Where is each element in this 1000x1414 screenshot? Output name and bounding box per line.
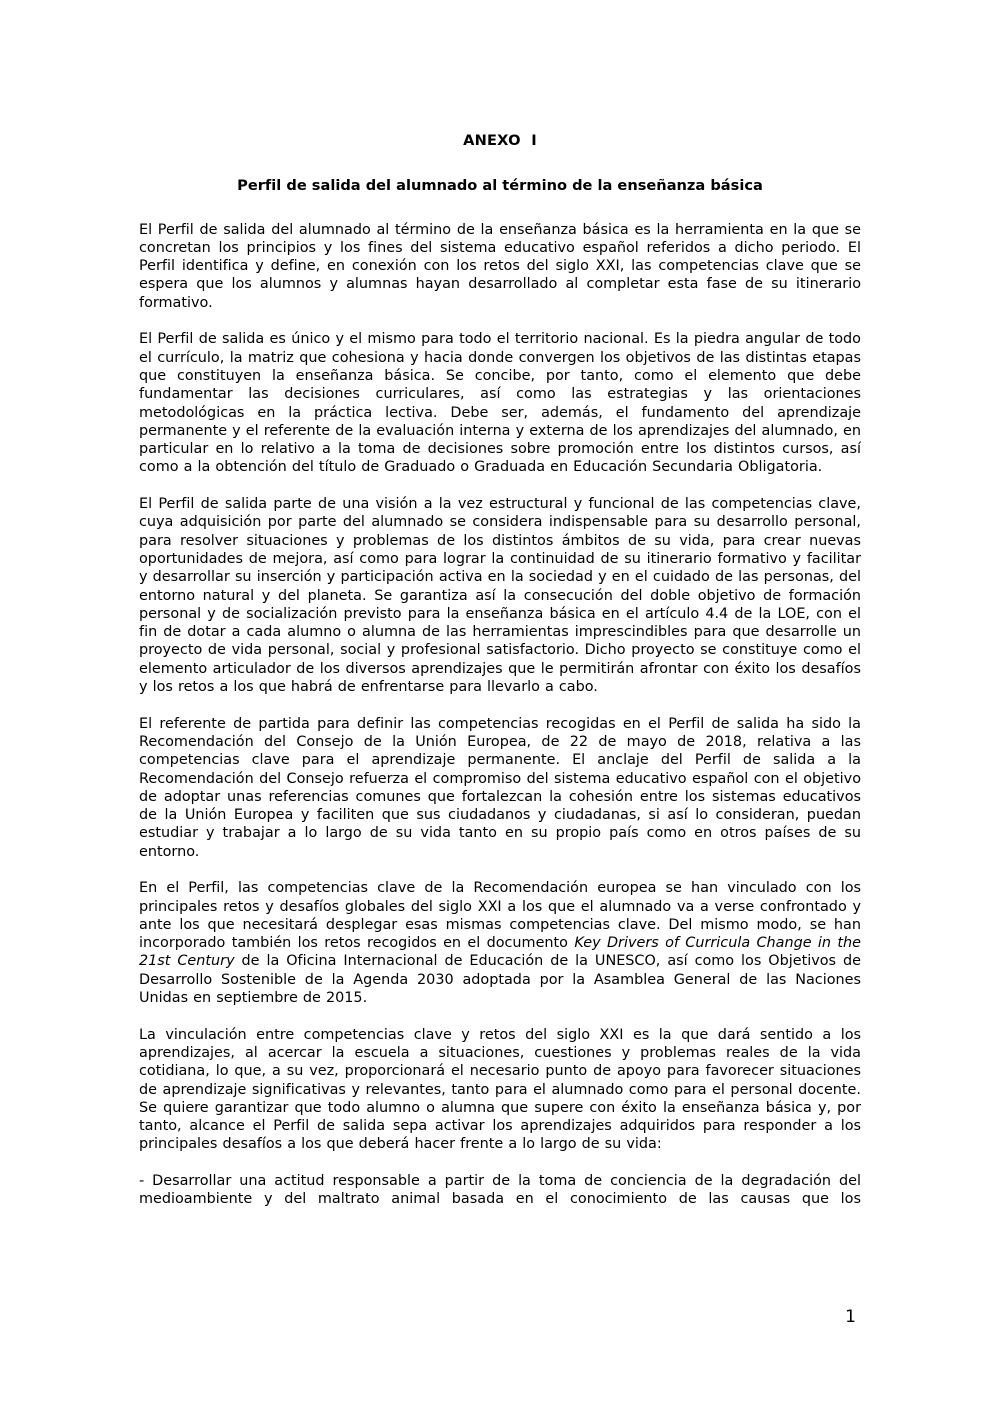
paragraph-vinculacion-competencias: La vinculación entre competencias clave y retos del siglo XXI es la que dará sentido a los aprendizajes, al acercar la escuela a situaciones, cuestiones y problemas reales de la vida cotidiana, lo que, a su vez, proporcionará el necesario punto de apoyo para favorecer situaciones de aprendizaje significativas y relevantes, tanto para el alumnado como para el personal docente. Se quiere garantizar que todo alumno o alumna que supere con éxito la enseñanza básica y, por tanto, alcance el Perfil de salida sepa activar los aprendizajes adquiridos para responder a los principales desafíos a los que deberá hacer frente a lo largo de su vida: — [139, 1026, 861, 1153]
page-number: 1 — [845, 1307, 856, 1327]
annex-title: ANEXO I — [463, 132, 537, 149]
paragraph-retos-siglo-xxi — [139, 879, 861, 1007]
italic-document-title: Key Drivers of Curricula Change in the 21st Century — [139, 935, 861, 970]
paragraph-intro-perfil: El Perfil de salida del alumnado al término de la enseñanza básica es la herramienta en la que se concretan los principios y los fines del sistema educativo español referidos a dicho periodo. El Perfil identifica y define, en conexión con los retos del siglo XXI, las competencias clave que se espera que los alumnos y alumnas hayan desarrollado al completar esta fase de su itinerario formativo. — [139, 221, 861, 311]
paragraph-lista-desafios-inicio: - Desarrollar una actitud responsable a partir de la toma de conciencia de la degradación del medioambiente y del maltrato animal basada en el conocimiento de las causas que los — [139, 1173, 861, 1208]
paragraph-perfil-unico: El Perfil de salida es único y el mismo para todo el territorio nacional. Es la piedra angular de todo el currículo, la matriz que cohesiona y hacia donde convergen los objetivos de las distintas etapas que constituyen la enseñanza básica. Se concibe, por tanto, como el elemento que debe fundamentar las decisiones curriculares, así como las estrategias y las orientaciones metodológicas en la práctica lectiva. Debe ser, además, el fundamento del aprendizaje permanente y el referente de la evaluación interna y externa de los aprendizajes del alumnado, en particular en lo relativo a la toma de decisiones sobre promoción entre los distintos cursos, así como a la obtención del título de Graduado o Graduada en Educación Secundaria Obligatoria. — [139, 331, 861, 476]
paragraph-vision-estructural: El Perfil de salida parte de una visión a la vez estructural y funcional de las competencias clave, cuya adquisición por parte del alumnado se considera indispensable para su desarrollo personal, para resolver situaciones y problemas de los distintos ámbitos de su vida, para crear nuevas oportunidades de mejora, así como para lograr la continuidad de su itinerario formativo y facilitar y desarrollar su inserción y participación activa en la sociedad y en el cuidado de las personas, del entorno natural y del planeta. Se garantiza así la consecución del doble objetivo de formación personal y de socialización previsto para la enseñanza básica en el artículo 4.4 de la LOE, con el fin de dotar a cada alumno o alumna de las herramientas imprescindibles para que desarrolle un proyecto de vida personal, social y profesional satisfactorio. Dicho proyecto se constituye como el elemento articulador de los diversos aprendizajes que le permitirán afrontar con éxito los desafíos y los retos a los que habrá de enfrentarse para llevarlo a cabo. — [139, 496, 861, 696]
paragraph-segment-before-italic: En el Perfil, las competencias clave de la Recomendación europea se han vinculado con los principales retos y desafíos globales del siglo XXI a los que el alumnado va a verse confrontado y ante los que necesitará desplegar esas mismas competencias clave. Del mismo modo, se han incorporado también los retos recogidos en el documento — [139, 880, 861, 952]
paragraph-referente-recomendacion: El referente de partida para definir las competencias recogidas en el Perfil de salida ha sido la Recomendación del Consejo de la Unión Europea, de 22 de mayo de 2018, relativa a las competencias clave para el aprendizaje permanente. El anclaje del Perfil de salida a la Recomendación del Consejo refuerza el compromiso del sistema educativo español con el objetivo de adoptar unas referencias comunes que fortalezcan la cohesión entre los sistemas educativos de la Unión Europea y faciliten que sus ciudadanos y ciudadanas, si así lo consideran, puedan estudiar y trabajar a lo largo de su vida tanto en su propio país como en otros países de su entorno. — [139, 715, 861, 860]
paragraph-segment-after-italic: de la Oficina Internacional de Educación de la UNESCO, así como los Objetivos de Desarrollo Sostenible de la Agenda 2030 adoptada por la Asamblea General de las Naciones Unidas en septiembre de 2015. — [139, 953, 861, 1007]
document-content — [139, 132, 861, 1209]
document-subtitle: Perfil de salida del alumnado al término de la enseñanza básica — [237, 177, 763, 195]
